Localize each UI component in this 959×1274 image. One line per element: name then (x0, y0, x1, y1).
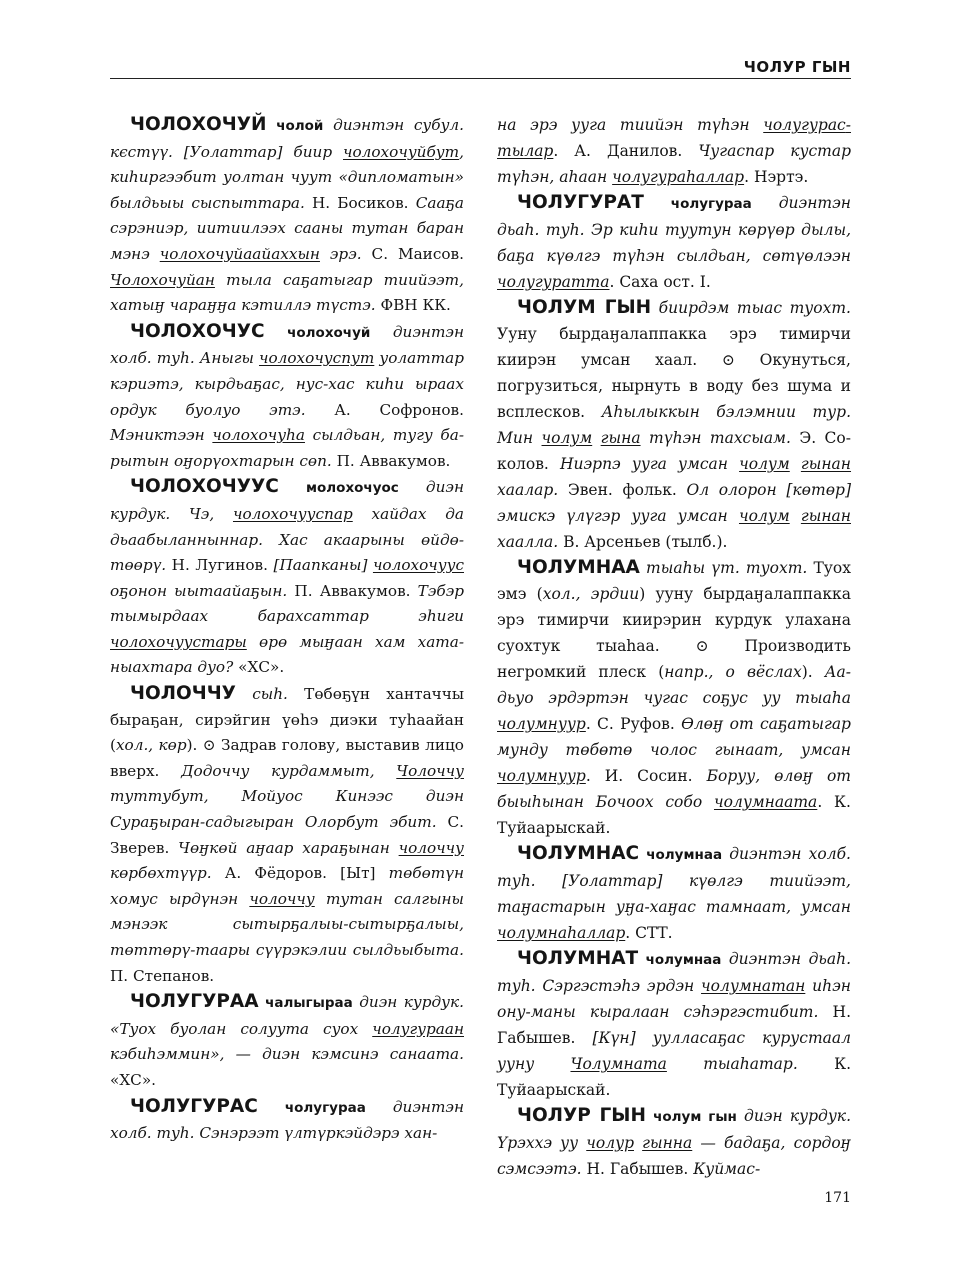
underlined-word: Чолумната (570, 1055, 667, 1073)
entry-text: ). ⊙ Задрав голову, выставив лицо вверх. (110, 736, 464, 780)
underlined-word: чолохочуустары (110, 632, 247, 651)
headword: ЧОЛОХОЧУЙ (130, 114, 267, 135)
underlined-word: чолохочуйбут (343, 142, 460, 161)
underlined-word: чолумнуур (497, 715, 586, 733)
underlined-word: чолоччу (249, 889, 315, 908)
underlined-word: гынан (800, 455, 852, 473)
example-text: диэн курдук. Чэ, (110, 478, 464, 523)
underlined-word: чолохочуһа (212, 426, 305, 445)
example-text: [Паапканы] (273, 556, 373, 575)
underlined-word: чолугураан (372, 1019, 464, 1038)
entry-text: Туох эмэ ( (497, 559, 851, 603)
headword: ЧОЛУР ГЫН (517, 1105, 646, 1126)
entry-text: . А. Данилов. (553, 142, 699, 160)
entry-text (265, 323, 288, 341)
example-text: Аа-дьуо эрдэртэн чугас соҕус уу тыаһа (497, 663, 852, 707)
entry-text: «ХС». (233, 658, 285, 677)
example-text: тыаһатар. (666, 1055, 798, 1073)
example-text: хаалар. (497, 481, 559, 499)
example-text: — бадаҕа, сордоӈ сэмсээтэ. (497, 1134, 851, 1178)
underlined-word: чолум (738, 507, 790, 525)
example-text: напр., о вёслах (664, 663, 802, 681)
entry-text: . (585, 767, 591, 785)
source-word: чолой (276, 118, 324, 134)
underlined-word: гына (600, 429, 641, 447)
example-text: хайдах да дьаабыланныннар. Хас акаарыны өйдөтөөрү. (110, 504, 464, 575)
example-text (634, 1134, 642, 1152)
entry-text: Эвен. фольк. (558, 481, 687, 499)
underlined-word: чолохочууспар (232, 504, 353, 523)
source-word: чолугураа (670, 196, 752, 212)
entry-text: С. Маисов. (361, 244, 464, 263)
example-text: эрэ. (319, 244, 362, 263)
example-text: оҕонон ыытаайаҕын. (110, 581, 288, 600)
example-text: иһэн ону-маны кыралаан сэһэргэстибит. (497, 977, 851, 1021)
example-text: тутан салгыны мэнээк сытырҕалыы-сытырҕалыы, төттөрү-таары сүүрэкэлии сылдьыбыта. (110, 889, 464, 959)
entry-text: ). (801, 663, 825, 681)
example-text: төбөтүн хомус ырдүнэн (110, 864, 464, 908)
entry-text: . СТТ. (625, 924, 673, 942)
running-header (110, 58, 851, 79)
example-text: уолаттар кэриэтэ, кырдьаҕас, нус-хас киһи ыраах ордук буолуо этэ. (110, 349, 465, 419)
source-word: чолохочуй (287, 324, 371, 341)
source-word: чолумнаа (646, 847, 723, 863)
example-text: диэнтэн холб. туһ. Сэнэрээт үлтүркэйдэрэ хан- (110, 1097, 464, 1143)
example-text: өрө мыӈаан хам хатаныахтара дуо? (110, 632, 464, 677)
dictionary-entry (497, 555, 851, 841)
example-text: биир (282, 142, 343, 161)
underlined-word: чолугуратта (497, 273, 610, 291)
example-text: Боруу, өлөӈ от быыһынан Бочоох собо (497, 767, 851, 811)
example-text (790, 455, 801, 473)
entry-text: Ууну бырдаӈалаппакка эрэ тимирчи киирэн умсан хаал. ⊙ Окунуться, погрузиться, нырнуть в воду без шума и всплесков. (497, 325, 851, 421)
example-text: Чугаспар кустар түһэн, аһаан (497, 142, 851, 186)
example-text: тыаһы үт. туохт. (646, 559, 808, 577)
entry-text (236, 685, 252, 703)
underlined-word: чолохочуйаайаххын (159, 244, 320, 263)
example-text: сылдьан, тугу барытын оӈорүохтарын сөп. (110, 426, 464, 470)
example-text: диэнтэн дьаһ. туһ. Сэргэстэһэ эрдэн (497, 950, 851, 995)
entry-text: А. Фёдоров. [Ыт] (211, 864, 389, 883)
entry-text: . (817, 793, 823, 811)
dictionary-entry (497, 190, 851, 295)
entry-text: ) ууну бырдаӈалаппакка эрэ тимирчи киирэрин курдук улахана суохтук тыаһаа. ⊙ Производить негромкий плеск ( (497, 585, 851, 681)
entry-text: Н. Босиков. (304, 193, 416, 212)
example-text: [Уолаттар] (172, 142, 283, 161)
headword: ЧОЛУМНАС (517, 843, 640, 864)
entry-text (258, 1098, 285, 1116)
example-text: Куймас- (693, 1160, 761, 1178)
example-text: Ол олорон [көтөр] эмискэ үлүгэр ууга умсан (497, 481, 851, 525)
entry-text: Н. Габышев. (497, 1003, 852, 1047)
dictionary-entry (110, 319, 464, 475)
entry-text (638, 950, 645, 968)
entry-text: Нэртэ. (749, 168, 809, 186)
entry-text: И. Сосин. (590, 767, 707, 785)
example-text: диэнтэн холб. туһ. [Уолаттар] күөлгэ тиийээт, таӈастарын уӈа-хаӈас тамнаат, умсан (497, 845, 851, 916)
left-column (110, 112, 464, 1147)
dictionary-entry (110, 474, 464, 681)
example-text: Мэниктээн (110, 426, 213, 445)
underlined-word: чолумнаһаллар (497, 924, 626, 942)
underlined-word: чолум (739, 455, 790, 473)
underlined-word: чолумнуур (497, 767, 586, 785)
headword: ЧОЛОХОЧУУС (130, 476, 279, 498)
underlined-word: чолумнаата (713, 793, 818, 811)
entry-text: П. Аввакумов. (331, 451, 451, 470)
underlined-word: гынна (642, 1134, 693, 1152)
example-text: [Күн] уулласаҕас курустаал ууну (497, 1029, 851, 1073)
underlined-word: Чолоччу (396, 761, 464, 780)
entry-text: . (744, 168, 750, 186)
example-text: хол., көр (115, 736, 187, 755)
example-text: диэнтэн холб. туһ. Аныгы (110, 322, 464, 368)
underlined-word: гынан (800, 507, 851, 525)
source-word: чолугураа (284, 1099, 366, 1116)
example-text: түһэн тахсыам. (640, 429, 791, 447)
source-word: чалыгыраа (265, 995, 353, 1012)
underlined-word: чолур (586, 1134, 634, 1152)
entry-text: К. Туйаарыскай. (497, 1055, 851, 1099)
entry-text: К. Туйаарыскай. (497, 793, 851, 837)
example-text: диэн курдук. «Туох буолан солуута суох (110, 993, 464, 1038)
entry-text: Н. Габышев. (581, 1160, 694, 1178)
headword: ЧОЛОЧЧУ (130, 683, 236, 705)
example-text: диэнтэн субул. кєстүү. (110, 116, 464, 161)
entry-text (651, 299, 659, 317)
entry-text: Төбөҕүн хантаччы быраҕан, сирэйгин үөһэ диэки туһаайан ( (110, 685, 464, 755)
entry-text: Н. Лугинов. (166, 556, 274, 575)
dictionary-entry (110, 989, 464, 1093)
headword: ЧОЛУМНАТ (517, 948, 639, 969)
example-text: , киһиргээбит уолтан чуут «дипломатын» былдьыы сыспыттара. (110, 142, 464, 212)
example-text: тыла саҕатыгар тиийээт, хатыӈ чараӈӈа кэтиллэ түстэ. (110, 270, 464, 315)
example-text: Аһылыккын бэлэмнии тур. Мин (497, 403, 851, 447)
underlined-word: чолум (541, 429, 593, 447)
entry-continuation (497, 112, 851, 190)
example-text: көрбөхтүүр. (110, 864, 212, 883)
entry-text: Э. Соколов. (497, 429, 851, 473)
example-text (790, 507, 801, 525)
dictionary-entry (497, 946, 851, 1103)
example-text: диэнтэн дьаһ. туһ. Эр киһи туутун көрүөр дылы, баҕа күөлгэ түһэн сылдьан, сөтүөлээн (497, 194, 851, 265)
headword: ЧОЛУГУРАС (130, 1095, 258, 1117)
underlined-word: Чолохочуйан (110, 270, 215, 289)
example-text: биирдэм тыас туохт. (658, 299, 851, 317)
entry-text: П. Степанов. (110, 966, 215, 985)
underlined-word: чолугурастылар (497, 116, 851, 160)
underlined-word: чолохочуспут (258, 349, 375, 368)
dictionary-entry (110, 1094, 464, 1147)
example-text: Сааҕа сэрэниэр, иитиилээх сааны тутан баран мэнэ (110, 193, 464, 263)
underlined-word: чолумнатан (701, 977, 806, 995)
entry-text: . Саха ост. I. (609, 273, 711, 291)
example-text: диэн курдук. Үрэххэ уу (497, 1107, 851, 1152)
example-text: туттубут, Мойуос Кинээс диэн Сураҕыран-садыгыран Олорбут эбит. (110, 787, 464, 832)
example-text: хаалла. (497, 533, 559, 551)
dictionary-entry (497, 295, 851, 555)
example-text: сыһ. (252, 685, 288, 704)
example-text: Додоччу курдаммыт, (181, 761, 397, 780)
example-text: на эрэ ууга тиийэн түһэн (497, 116, 764, 134)
entry-text: А. Софронов. (305, 400, 464, 419)
dictionary-entry (497, 841, 851, 946)
entry-text: ФВН КК. (375, 296, 451, 315)
example-text: кэбиһэммин», — диэн кэмсинэ санаата. (110, 1045, 464, 1064)
source-word: чолум гын (653, 1109, 737, 1125)
page-number: 171 (824, 1190, 851, 1206)
headword: ЧОЛУГУРАТ (517, 192, 644, 213)
headword: ЧОЛУМ ГЫН (517, 297, 652, 318)
example-text: Өлөӈ от саҕатыгар мунду төбөтө чолос гынаат, умсан (497, 715, 851, 759)
entry-text (279, 478, 306, 496)
underlined-word: чолугураһаллар (612, 168, 745, 186)
entry-text: В. Арсеньев (тылб.). (558, 533, 728, 551)
entry-text: П. Аввакумов. (287, 581, 418, 600)
example-text: Ниэрпэ ууга умсан (559, 455, 740, 473)
example-text: Тэбэр тымырдаах барахсаттар эһиги (110, 581, 464, 626)
running-title: ЧОЛУР ГЫН (743, 58, 851, 76)
headword: ЧОЛУГУРАА (130, 991, 259, 1013)
example-text: хол., эрдии (542, 585, 640, 603)
entry-text: . С. Руфов. (585, 715, 682, 733)
right-column (497, 112, 851, 1182)
dictionary-entry (497, 1103, 851, 1182)
entry-text (266, 116, 276, 134)
source-word: чолумнаа (645, 952, 722, 968)
entry-text: С. Зверев. (110, 813, 464, 857)
dictionary-entry (110, 112, 464, 319)
headword: ЧОЛОХОЧУС (130, 320, 265, 342)
source-word: молохочуос (305, 480, 399, 497)
underlined-word: чолохочуус (372, 556, 464, 575)
example-text (592, 429, 600, 447)
entry-text (644, 194, 671, 212)
entry-text: «ХС». (110, 1070, 157, 1089)
dictionary-entry (110, 681, 464, 989)
headword: ЧОЛУМНАА (517, 557, 640, 578)
example-text: Чөӈкөй аӈаар хараҕынан (178, 838, 399, 857)
underlined-word: чолоччу (398, 838, 464, 857)
